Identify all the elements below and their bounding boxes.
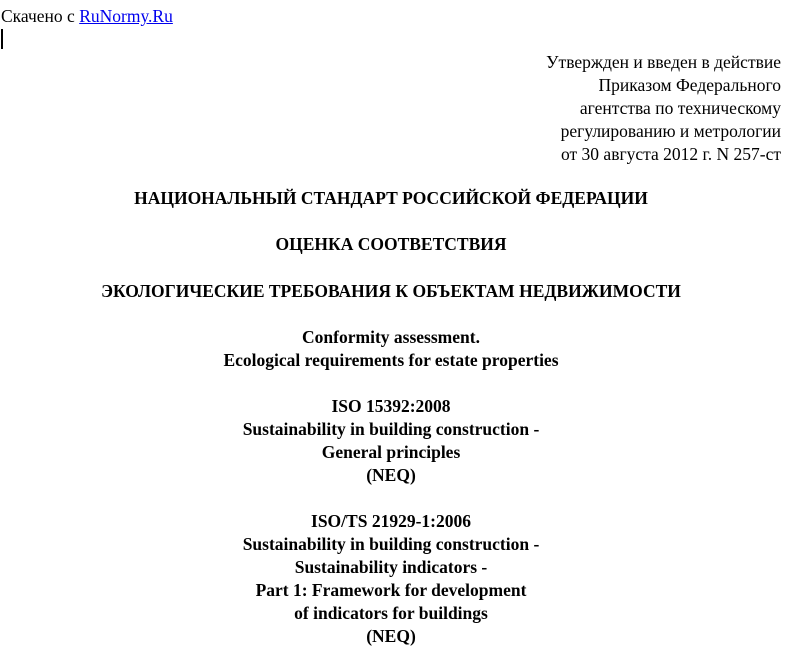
reference-line: Sustainability in building construction - — [242, 534, 540, 554]
section-title-text: ОЦЕНКА СООТВЕТСТВИЯ — [275, 234, 507, 254]
english-title-line: Conformity assessment. — [302, 327, 480, 347]
approval-line: Утвержден и введен в действие — [546, 52, 781, 72]
reference-code: ISO/TS 21929-1:2006 — [311, 511, 471, 531]
subject-title — [0, 280, 782, 303]
standard-title — [0, 187, 782, 210]
approval-line: Приказом Федерального — [598, 75, 781, 95]
source-line — [1, 5, 173, 28]
reference-iso-15392 — [0, 395, 782, 487]
english-title-line: Ecological requirements for estate properties — [223, 350, 559, 370]
reference-iso-21929 — [0, 510, 782, 648]
subject-title-text: ЭКОЛОГИЧЕСКИЕ ТРЕБОВАНИЯ К ОБЪЕКТАМ НЕДВИЖИМОСТИ — [101, 281, 681, 301]
reference-marker: (NEQ) — [366, 626, 416, 646]
approval-block — [546, 51, 781, 166]
approval-line: регулированию и метрологии — [560, 121, 781, 141]
section-title — [0, 233, 782, 256]
reference-line: Sustainability in building construction - — [242, 419, 540, 439]
reference-line: Part 1: Framework for development — [255, 580, 527, 600]
reference-line: Sustainability indicators - — [294, 557, 488, 577]
reference-line: General principles — [321, 442, 461, 462]
source-link[interactable]: RuNormy.Ru — [79, 6, 173, 26]
text-cursor — [1, 29, 3, 49]
source-prefix: Скачено с — [1, 6, 75, 26]
standard-title-text: НАЦИОНАЛЬНЫЙ СТАНДАРТ РОССИЙСКОЙ ФЕДЕРАЦИИ — [134, 188, 648, 208]
english-title — [0, 326, 782, 372]
approval-line: от 30 августа 2012 г. N 257-ст — [561, 144, 781, 164]
reference-code: ISO 15392:2008 — [331, 396, 451, 416]
approval-line: агентства по техническому — [579, 98, 781, 118]
reference-marker: (NEQ) — [366, 465, 416, 485]
reference-line: of indicators for buildings — [294, 603, 488, 623]
